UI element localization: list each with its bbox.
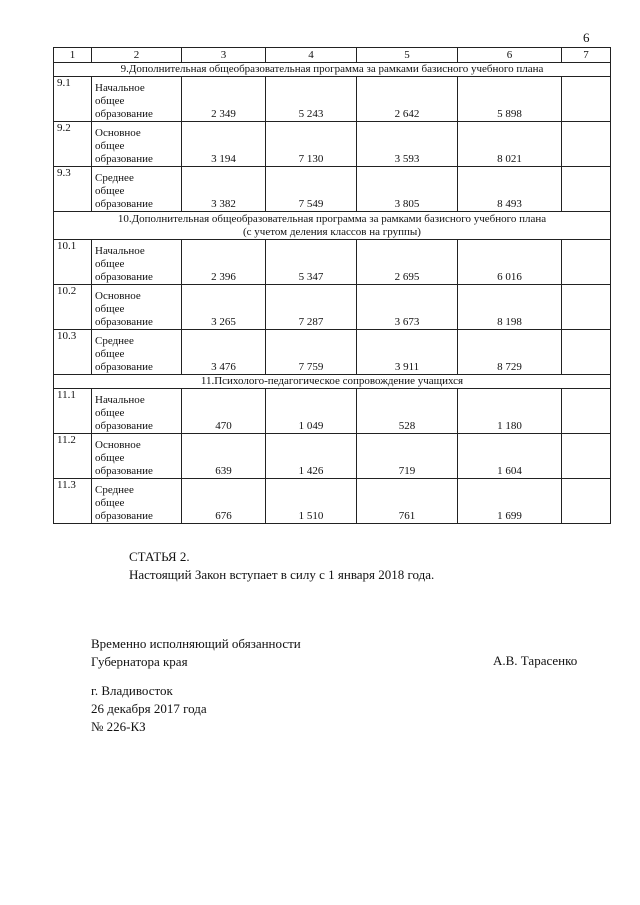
- education-level-line: Основное: [95, 439, 141, 451]
- city: г. Владивосток: [91, 683, 173, 698]
- cost-value-c5: 528: [357, 389, 458, 434]
- cost-value-c6: 8 493: [458, 167, 562, 212]
- row-number: 9.2: [54, 122, 92, 167]
- column-header: 3: [182, 48, 266, 63]
- cost-value-c4: 7 549: [266, 167, 357, 212]
- row-number: 10.2: [54, 285, 92, 330]
- cost-value-c5: 3 911: [357, 330, 458, 375]
- section-row: [54, 375, 611, 389]
- row-number: 10.3: [54, 330, 92, 375]
- section-title-line: (с учетом деления классов на группы): [243, 225, 421, 238]
- education-level-line: образование: [95, 153, 153, 165]
- education-level-line: общее: [95, 185, 125, 197]
- table-row: [54, 240, 611, 285]
- place-date-block: [91, 682, 207, 736]
- education-level-line: образование: [95, 465, 153, 477]
- column-header: 4: [266, 48, 357, 63]
- table-body: [54, 48, 611, 524]
- signatory-position: Временно исполняющий обязанности: [91, 636, 301, 651]
- cost-value-c5: 719: [357, 434, 458, 479]
- article-text: Настоящий Закон вступает в силу с 1 января 2018 года.: [129, 567, 435, 582]
- education-level-line: общее: [95, 95, 125, 107]
- table-row: [54, 479, 611, 524]
- education-level-line: образование: [95, 198, 153, 210]
- cost-value-c3: 2 396: [182, 240, 266, 285]
- cost-value-c7: [562, 77, 611, 122]
- cost-value-c4: 5 243: [266, 77, 357, 122]
- education-level-line: общее: [95, 497, 125, 509]
- table-row: [54, 434, 611, 479]
- education-level-line: Основное: [95, 127, 141, 139]
- education-level-line: образование: [95, 316, 153, 328]
- cost-value-c5: 3 673: [357, 285, 458, 330]
- education-level: [92, 330, 182, 375]
- cost-value-c3: 3 476: [182, 330, 266, 375]
- education-level: [92, 167, 182, 212]
- education-level: [92, 434, 182, 479]
- cost-value-c5: 3 593: [357, 122, 458, 167]
- tariff-table: [53, 47, 611, 524]
- cost-value-c5: 2 695: [357, 240, 458, 285]
- article-2: [129, 548, 434, 584]
- education-level: [92, 479, 182, 524]
- cost-value-c3: 3 265: [182, 285, 266, 330]
- education-level-line: общее: [95, 452, 125, 464]
- education-level-line: образование: [95, 420, 153, 432]
- column-header: 6: [458, 48, 562, 63]
- education-level-line: образование: [95, 510, 153, 522]
- column-header: 1: [54, 48, 92, 63]
- cost-value-c6: 8 021: [458, 122, 562, 167]
- education-level-line: Начальное: [95, 82, 145, 94]
- education-level-line: Среднее: [95, 335, 134, 347]
- page-number: 6: [583, 30, 590, 45]
- education-level-line: образование: [95, 271, 153, 283]
- section-row: [54, 63, 611, 77]
- cost-value-c7: [562, 434, 611, 479]
- table-header-row: [54, 48, 611, 63]
- section-title-line: 11.Психолого-педагогическое сопровождение учащихся: [200, 375, 464, 387]
- table-row: [54, 330, 611, 375]
- cost-value-c7: [562, 479, 611, 524]
- table-row: [54, 77, 611, 122]
- education-level: [92, 285, 182, 330]
- section-title-line: 10.Дополнительная общеобразовательная программа за рамками базисного учебного плана: [117, 212, 547, 225]
- education-level-line: Начальное: [95, 245, 145, 257]
- section-title: [54, 63, 611, 77]
- education-level: [92, 389, 182, 434]
- cost-value-c3: 470: [182, 389, 266, 434]
- cost-value-c3: 3 382: [182, 167, 266, 212]
- section-title-line: 9.Дополнительная общеобразовательная программа за рамками базисного учебного плана: [120, 63, 544, 75]
- table-row: [54, 122, 611, 167]
- row-number: 9.3: [54, 167, 92, 212]
- education-level: [92, 122, 182, 167]
- cost-value-c3: 2 349: [182, 77, 266, 122]
- cost-value-c4: 1 426: [266, 434, 357, 479]
- cost-value-c6: 8 198: [458, 285, 562, 330]
- signature-block: [91, 635, 301, 671]
- row-number: 11.2: [54, 434, 92, 479]
- section-title: [54, 375, 611, 389]
- education-level-line: общее: [95, 258, 125, 270]
- education-level-line: общее: [95, 303, 125, 315]
- education-level-line: Основное: [95, 290, 141, 302]
- cost-value-c4: 7 287: [266, 285, 357, 330]
- column-header: 2: [92, 48, 182, 63]
- education-level-line: образование: [95, 361, 153, 373]
- cost-value-c4: 7 759: [266, 330, 357, 375]
- signatory-position-2: Губернатора края: [91, 654, 188, 669]
- education-level-line: Среднее: [95, 172, 134, 184]
- table-row: [54, 167, 611, 212]
- cost-value-c7: [562, 240, 611, 285]
- law-date: 26 декабря 2017 года: [91, 701, 207, 716]
- education-level-line: Среднее: [95, 484, 134, 496]
- signatory-name: А.В. Тарасенко: [493, 653, 578, 668]
- cost-value-c3: 639: [182, 434, 266, 479]
- cost-value-c6: 8 729: [458, 330, 562, 375]
- section-row: [54, 212, 611, 240]
- cost-value-c7: [562, 122, 611, 167]
- row-number: 11.1: [54, 389, 92, 434]
- cost-value-c4: 5 347: [266, 240, 357, 285]
- education-level-line: Начальное: [95, 394, 145, 406]
- cost-value-c5: 3 805: [357, 167, 458, 212]
- cost-value-c5: 2 642: [357, 77, 458, 122]
- cost-value-c4: 7 130: [266, 122, 357, 167]
- cost-value-c7: [562, 330, 611, 375]
- cost-value-c3: 3 194: [182, 122, 266, 167]
- cost-value-c7: [562, 389, 611, 434]
- cost-value-c6: 1 180: [458, 389, 562, 434]
- law-number: № 226-КЗ: [91, 719, 146, 734]
- column-header: 7: [562, 48, 611, 63]
- cost-value-c6: 5 898: [458, 77, 562, 122]
- cost-value-c7: [562, 285, 611, 330]
- cost-value-c3: 676: [182, 479, 266, 524]
- table-row: [54, 285, 611, 330]
- education-level-line: общее: [95, 407, 125, 419]
- row-number: 11.3: [54, 479, 92, 524]
- article-heading: СТАТЬЯ 2.: [129, 549, 190, 564]
- cost-value-c6: 1 699: [458, 479, 562, 524]
- education-level-line: общее: [95, 140, 125, 152]
- education-level: [92, 240, 182, 285]
- education-level-line: образование: [95, 108, 153, 120]
- cost-value-c6: 6 016: [458, 240, 562, 285]
- row-number: 9.1: [54, 77, 92, 122]
- cost-value-c4: 1 510: [266, 479, 357, 524]
- table-row: [54, 389, 611, 434]
- column-header: 5: [357, 48, 458, 63]
- education-level: [92, 77, 182, 122]
- education-level-line: общее: [95, 348, 125, 360]
- cost-value-c4: 1 049: [266, 389, 357, 434]
- row-number: 10.1: [54, 240, 92, 285]
- cost-value-c6: 1 604: [458, 434, 562, 479]
- cost-value-c7: [562, 167, 611, 212]
- cost-value-c5: 761: [357, 479, 458, 524]
- section-title: [54, 212, 611, 240]
